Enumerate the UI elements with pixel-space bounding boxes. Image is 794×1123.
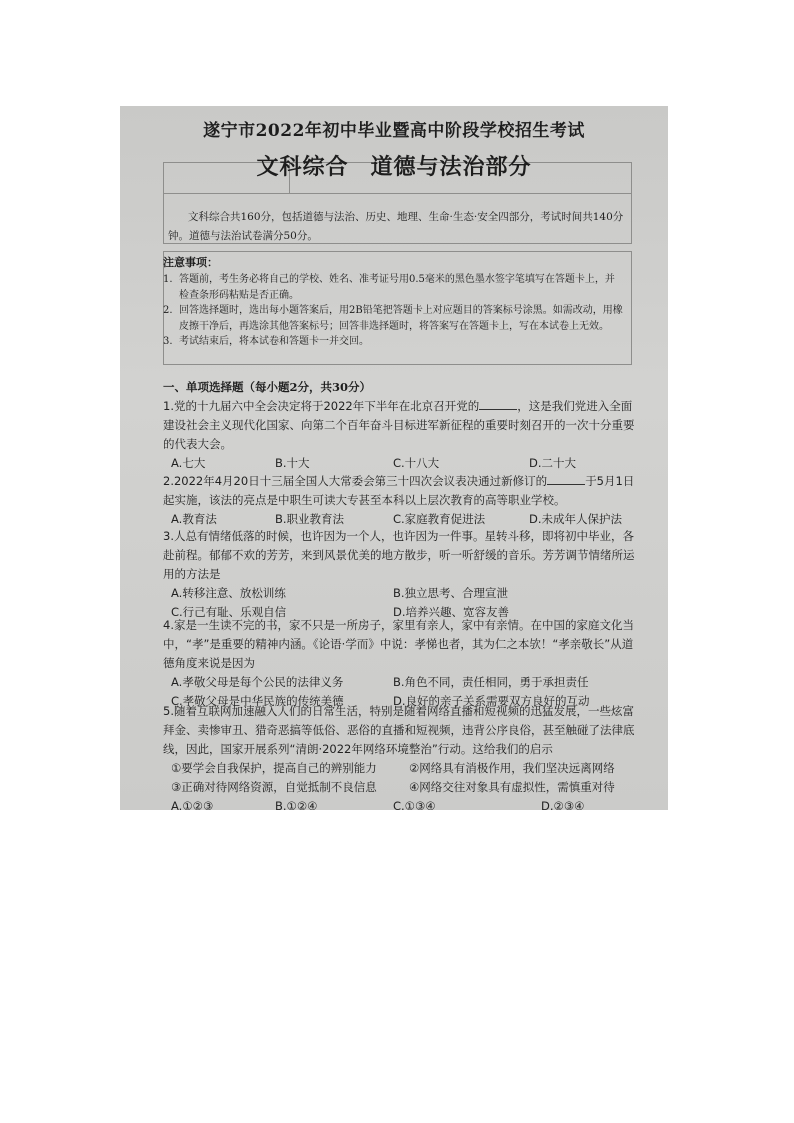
question-2 [163, 472, 635, 529]
section-title: 一、单项选择题（每小题2分，共30分） [163, 380, 372, 394]
question-stem: 5.随着互联网加速融入人们的日常生活，特别是随着网络直播和短视频的迅猛发展，一些炫富拜金、卖惨审丑、猎奇恶搞等低俗、恶俗的直播和短视频，违背公序良俗，甚至触碰了法律底线，因此，国家开展系列“清朗·2022年网络环境整治”行动。这给我们的启示 [163, 704, 635, 756]
option-a: A.孝敬父母是每个公民的法律义务 [171, 675, 344, 689]
question-stem: 1.党的十九届六中全会决定将于2022年下半年在北京召开党的 ，这是我们党进入全面建设社会主义现代化国家、向第二个百年奋斗目标进军新征程的重要时刻召开的一次十分重要的代表大会。 [163, 399, 635, 451]
statement-2: ②网络具有消极作用，我们坚决远离网络 [409, 761, 615, 775]
notice-item: 2. 回答选择题时，选出每小题答案后，用2B铅笔把答题卡上对应题目的答案标号涂黑。如需改动，用橡皮擦干净后，再选涂其他答案标号；回答非选择题时，将答案写在答题卡上，写在本试卷上无效。 [163, 305, 623, 332]
subject-b: 道德与法治部分 [370, 154, 532, 180]
exam-paper-photo [120, 106, 668, 810]
statement-4: ④网络交往对象具有虚拟性，需慎重对待 [409, 780, 615, 794]
exam-intro: 文科综合共160分，包括道德与法治、历史、地理、生命·生态·安全四部分，考试时间共140分钟。道德与法治试卷满分50分。 [168, 211, 624, 242]
option-d: D.②③④ [541, 799, 585, 810]
answer-blank [547, 472, 585, 485]
option-a: A.转移注意、放松训练 [171, 586, 286, 600]
notice-title: 注意事项： [163, 256, 218, 269]
option-b: B.①②④ [275, 799, 318, 810]
option-c: C.孝敬父母是中华民族的传统美德 [171, 694, 344, 708]
subject-title [120, 150, 668, 181]
option-b: B.十大 [275, 456, 310, 470]
option-b: B.角色不同，责任相同，勇于承担责任 [393, 675, 589, 689]
table-divider [164, 193, 631, 194]
subject-a: 文科综合 [256, 154, 349, 180]
option-c: C.家庭教育促进法 [393, 512, 486, 526]
option-b: B.独立思考、合理宣泄 [393, 586, 509, 600]
answer-blank [479, 397, 517, 410]
statement-1: ①要学会自我保护，提高自己的辨别能力 [171, 761, 377, 775]
question-4 [163, 616, 635, 711]
exam-title: 遂宁市2022年初中毕业暨高中阶段学校招生考试 [203, 121, 585, 141]
notice-item: 3. 考试结束后，将本试卷和答题卡一并交回。 [163, 336, 369, 347]
option-d: D.二十大 [529, 456, 577, 470]
statement-row [163, 759, 635, 778]
option-c: C.行己有耻、乐观自信 [171, 605, 287, 619]
option-d: D.良好的亲子关系需要双方良好的互动 [393, 694, 590, 708]
notice-item: 1. 答题前，考生务必将自己的学校、姓名、准考证号用0.5毫米的黑色墨水签字笔填写在答题卡上，并检查条形码粘贴是否正确。 [163, 274, 615, 301]
question-stem: 2.2022年4月20日十三届全国人大常委会第三十四次会议表决通过新修订的 于5月1日起实施，该法的亮点是中职生可读大专甚至本科以上层次教育的高等职业学校。 [163, 474, 635, 507]
option-d: D.培养兴趣、宽容友善 [393, 605, 510, 619]
question-3 [163, 527, 635, 622]
option-d: D.未成年人保护法 [529, 512, 623, 526]
option-b: B.职业教育法 [275, 512, 345, 526]
option-c: C.十八大 [393, 456, 440, 470]
question-stem: 3.人总有情绪低落的时候，也许因为一个人，也许因为一件事。星转斗移，即将初中毕业，各赴前程。郁郁不欢的芳芳，来到风景优美的地方散步，听一听舒缓的音乐。芳芳调节情绪所运用的方法是 [163, 529, 635, 581]
option-row [163, 797, 635, 810]
option-row [163, 584, 635, 603]
notice-list [163, 272, 623, 350]
option-a: A.①②③ [171, 799, 214, 810]
option-row [163, 673, 635, 692]
option-row [163, 454, 635, 473]
option-a: A.七大 [171, 456, 206, 470]
question-5 [163, 702, 635, 810]
option-c: C.①③④ [393, 799, 436, 810]
statement-3: ③正确对待网络资源，自觉抵制不良信息 [171, 780, 377, 794]
question-1 [163, 397, 635, 473]
option-a: A.教育法 [171, 512, 217, 526]
question-stem: 4.家是一生读不完的书，家不只是一所房子，家里有亲人，家中有亲情。在中国的家庭文化当中，“孝”是重要的精神内涵。《论语·学而》中说：孝悌也者，其为仁之本欤！“孝亲敬长”从道德角度来说是因为 [163, 618, 634, 670]
statement-row [163, 778, 635, 797]
